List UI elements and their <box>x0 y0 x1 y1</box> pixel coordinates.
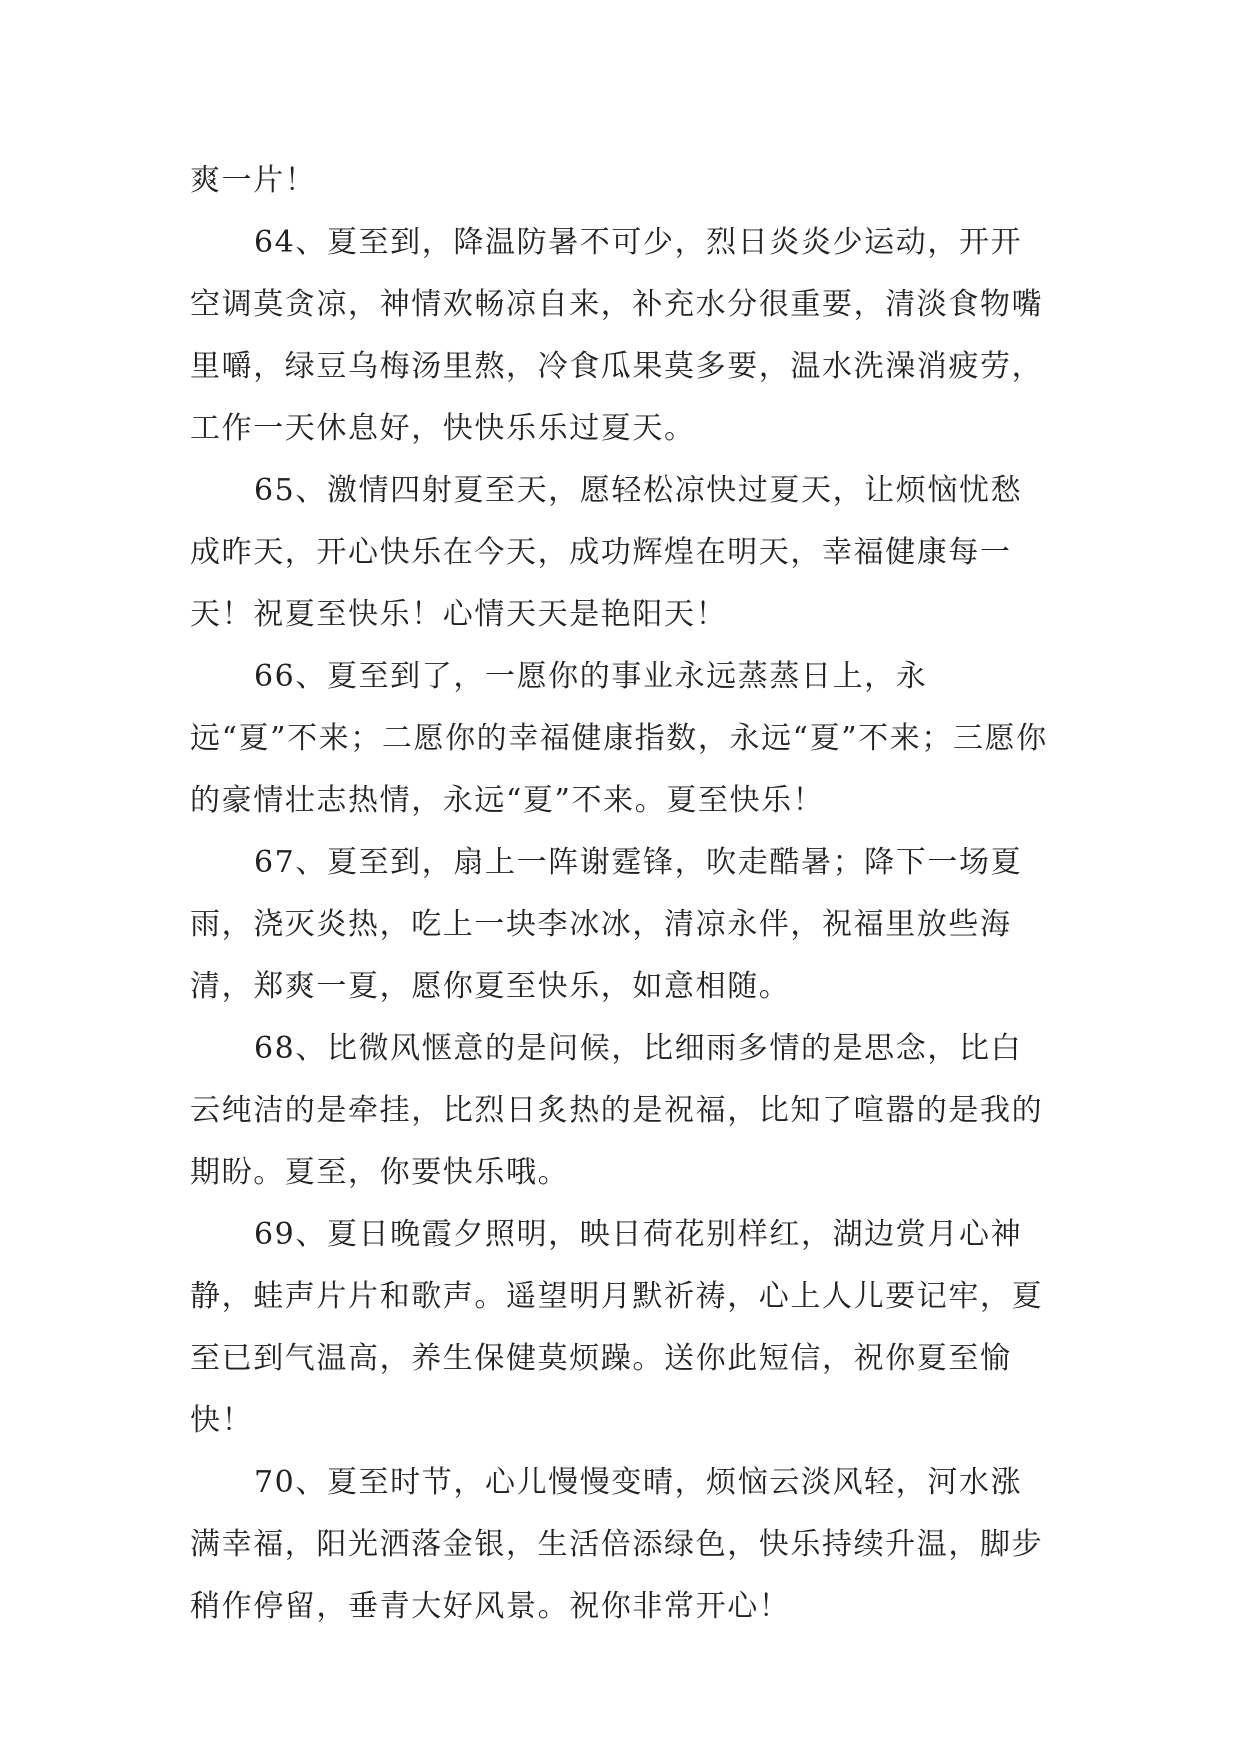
paragraph-69: 69、夏日晚霞夕照明，映日荷花别样红，湖边赏月心神静，蛙声片片和歌声。遥望明月默祈祷，心上人儿要记牢，夏至已到气温高，养生保健莫烦躁。送你此短信，祝你夏至愉快！ <box>190 1217 1044 1438</box>
paragraph-66: 66、夏至到了，一愿你的事业永远蒸蒸日上，永远“夏”不来；二愿你的幸福健康指数，永远“夏”不来；三愿你的豪情壮志热情，永远“夏”不来。夏至快乐！ <box>190 659 1048 818</box>
paragraph-64: 64、夏至到，降温防暑不可少，烈日炎炎少运动，开开空调莫贪凉，神情欢畅凉自来，补充水分很重要，清淡食物嘴里嚼，绿豆乌梅汤里熬，冷食瓜果莫多要，温水洗澡消疲劳，工作一天休息好，快快乐乐过夏天。 <box>190 225 1044 446</box>
paragraph-65: 65、激情四射夏至天，愿轻松凉快过夏天，让烦恼忧愁成昨天，开心快乐在今天，成功辉煌在明天，幸福健康每一天！祝夏至快乐！心情天天是艳阳天！ <box>190 473 1023 632</box>
paragraph-70: 70、夏至时节，心儿慢慢变晴，烦恼云淡风轻，河水涨满幸福，阳光洒落金银，生活倍添绿色，快乐持续升温，脚步稍作停留，垂青大好风景。祝你非常开心！ <box>190 1465 1044 1624</box>
document-body <box>190 150 1050 1638</box>
paragraph-67: 67、夏至到，扇上一阵谢霆锋，吹走酷暑；降下一场夏雨，浇灭炎热，吃上一块李冰冰，清凉永伴，祝福里放些海清，郑爽一夏，愿你夏至快乐，如意相随。 <box>190 845 1023 1004</box>
paragraph-continuation: 爽一片！ <box>190 163 317 198</box>
paragraph-68: 68、比微风惬意的是问候，比细雨多情的是思念，比白云纯洁的是牵挂，比烈日炙热的是祝福，比知了喧嚣的是我的期盼。夏至，你要快乐哦。 <box>190 1031 1044 1190</box>
